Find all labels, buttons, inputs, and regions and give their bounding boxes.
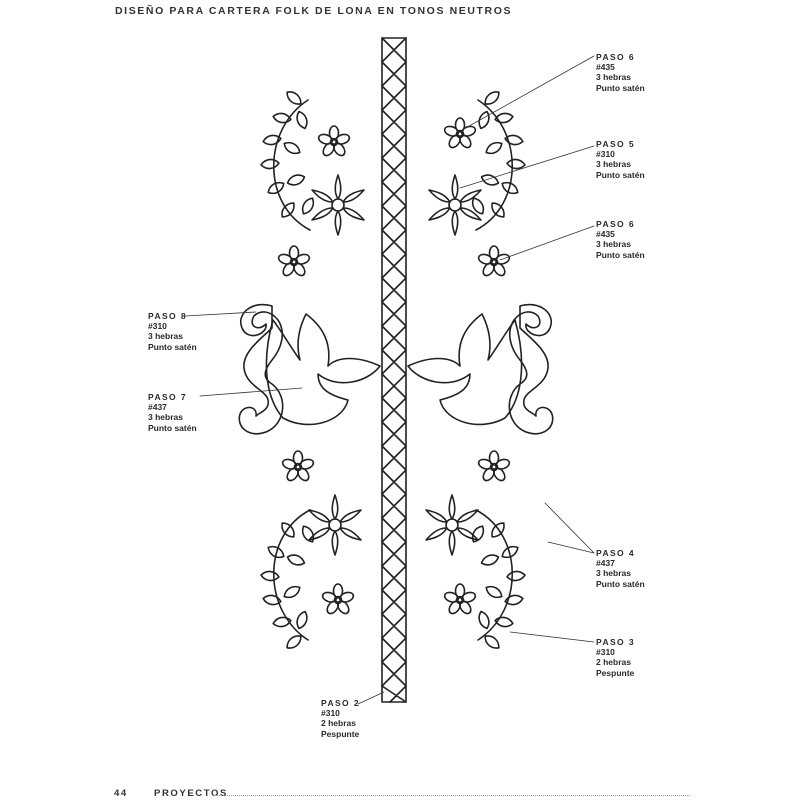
- footer-divider: [214, 795, 690, 796]
- flower-small-left-2: [277, 246, 310, 278]
- label-strands: 3 hebras: [148, 412, 183, 423]
- label-step: PASO 6: [596, 219, 635, 229]
- label-step: PASO 4: [596, 548, 635, 558]
- label-stitch: Pespunte: [321, 728, 360, 739]
- label-code: #310: [321, 708, 340, 719]
- flower-large-top-left: [311, 175, 366, 235]
- label-strands: 3 hebras: [596, 239, 631, 250]
- leader-paso5: [460, 146, 594, 188]
- label-paso7: [148, 392, 197, 433]
- label-stitch: Punto satén: [596, 249, 645, 260]
- label-code: #437: [148, 402, 167, 413]
- label-strands: 2 hebras: [321, 718, 356, 729]
- page-number: 44: [114, 788, 128, 799]
- label-stitch: Pespunte: [596, 667, 635, 678]
- leader-paso6-top: [462, 56, 594, 130]
- flower-small-top-right: [443, 118, 476, 150]
- label-code: #310: [148, 321, 167, 332]
- label-code: #310: [596, 149, 615, 160]
- section-name: PROYECTOS: [154, 788, 228, 799]
- label-strands: 3 hebras: [148, 331, 183, 342]
- leader-paso2: [358, 692, 384, 704]
- leader-paso4-a: [545, 503, 594, 553]
- tulip-left: [266, 314, 380, 424]
- leader-paso3: [510, 632, 594, 642]
- label-paso4: [596, 548, 645, 589]
- flower-small-bottom-left: [281, 451, 314, 483]
- label-step: PASO 7: [148, 392, 187, 402]
- label-stitch: Punto satén: [596, 578, 645, 589]
- vine-top-left: [261, 89, 317, 230]
- page-footer: [114, 788, 228, 799]
- label-code: #435: [596, 62, 615, 73]
- flower-small-top-left: [317, 126, 350, 158]
- label-paso2: [321, 698, 360, 739]
- label-step: PASO 8: [148, 311, 187, 321]
- label-stitch: Punto satén: [596, 82, 645, 93]
- page-title: DISEÑO PARA CARTERA FOLK DE LONA EN TONOS NEUTROS: [115, 5, 513, 17]
- label-paso6-top: [596, 52, 645, 93]
- leader-paso4-b: [548, 542, 594, 553]
- label-strands: 3 hebras: [596, 568, 631, 579]
- label-code: #435: [596, 229, 615, 240]
- label-step: PASO 3: [596, 637, 635, 647]
- vine-bottom-left: [261, 510, 317, 651]
- label-strands: 3 hebras: [596, 159, 631, 170]
- label-strands: 2 hebras: [596, 657, 631, 668]
- label-paso6-mid: [596, 219, 645, 260]
- leader-paso7: [200, 388, 302, 396]
- label-stitch: Punto satén: [148, 341, 197, 352]
- leader-paso6-mid: [500, 226, 594, 260]
- label-paso8: [148, 311, 197, 352]
- label-paso3: [596, 637, 635, 678]
- central-band: [382, 38, 406, 702]
- flower-small-right-2: [477, 246, 510, 278]
- label-paso5: [596, 139, 645, 180]
- flower-large-top-right: [428, 175, 483, 235]
- flower-small-bottom-right-2: [443, 584, 476, 616]
- flower-small-bottom-left-2: [321, 584, 354, 616]
- label-code: #437: [596, 558, 615, 569]
- label-strands: 3 hebras: [596, 72, 631, 83]
- tulip-right: [408, 314, 522, 424]
- label-stitch: Punto satén: [148, 422, 197, 433]
- label-step: PASO 6: [596, 52, 635, 62]
- label-stitch: Punto satén: [596, 169, 645, 180]
- vine-bottom-right: [470, 510, 526, 651]
- label-step: PASO 5: [596, 139, 635, 149]
- label-code: #310: [596, 647, 615, 658]
- flower-large-bottom-right: [425, 495, 480, 555]
- label-step: PASO 2: [321, 698, 360, 708]
- flower-large-bottom-left: [308, 495, 363, 555]
- flower-small-bottom-right: [477, 451, 510, 483]
